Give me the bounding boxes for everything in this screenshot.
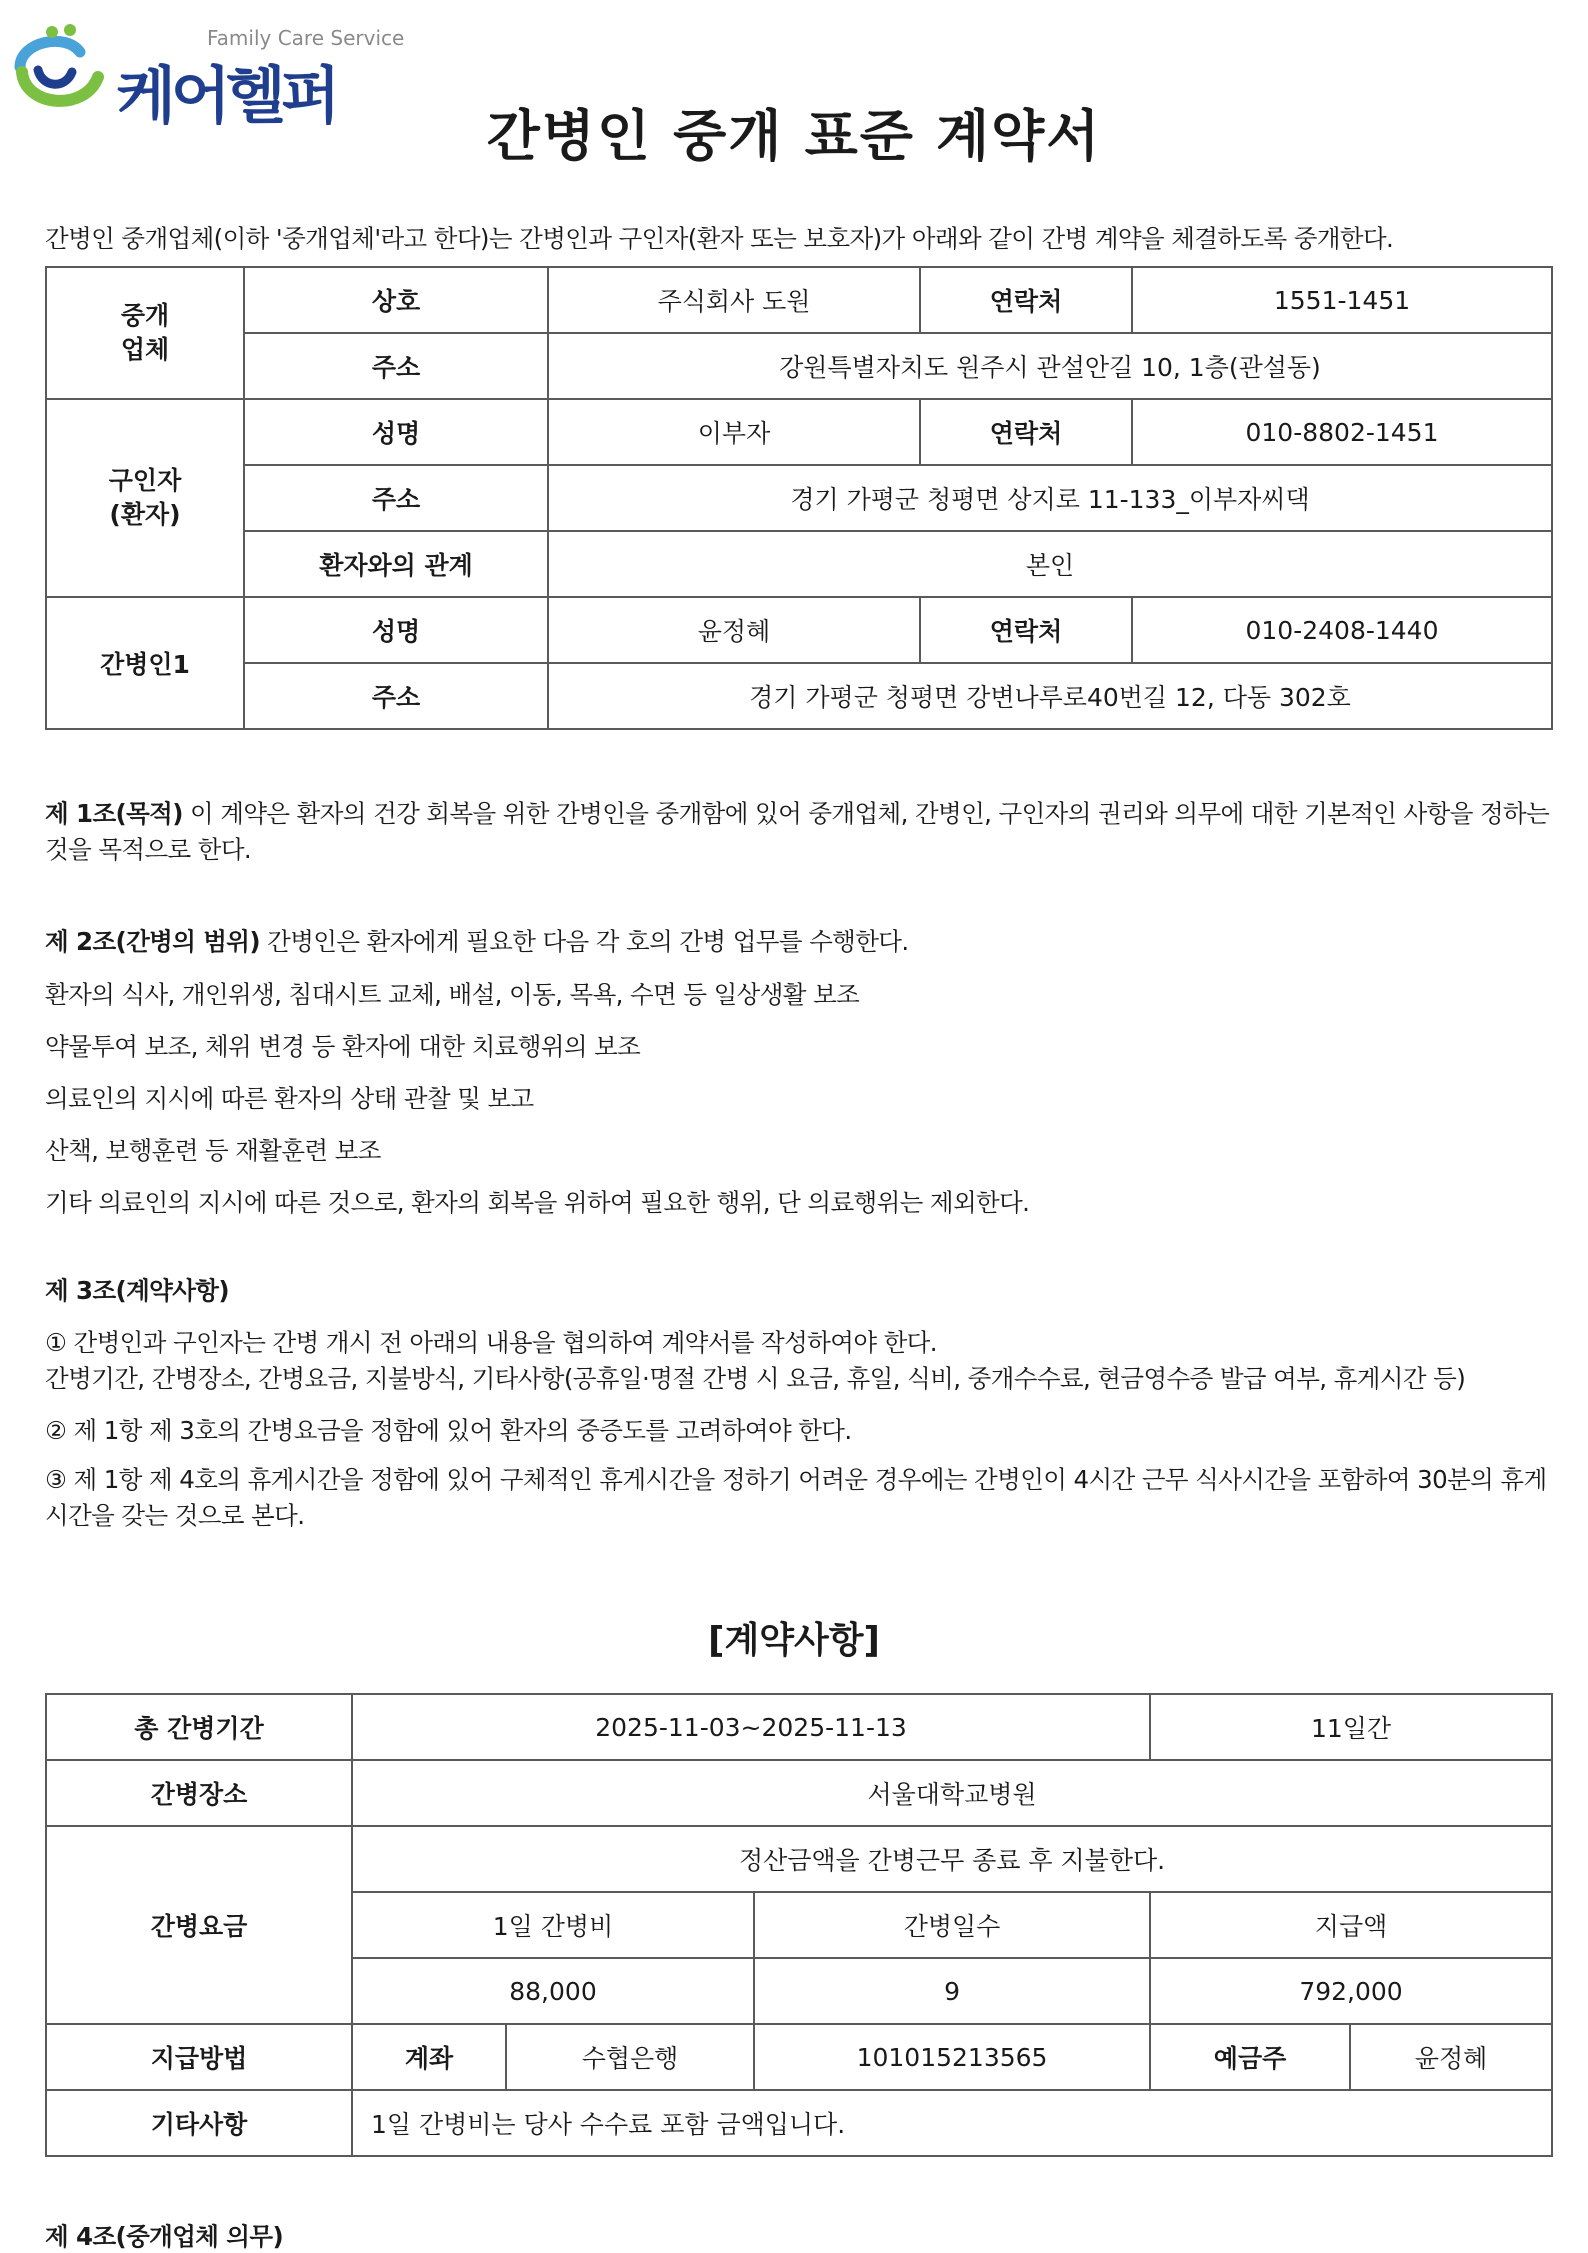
bank-name: 수협은행 (506, 2024, 754, 2090)
agency-name: 주식회사 도원 (548, 267, 920, 333)
list-item: 산책, 보행훈련 등 재활훈련 보조 (45, 1136, 381, 1165)
etc-label: 기타사항 (46, 2090, 352, 2156)
client-address: 경기 가평군 청평면 상지로 11-133_이부자씨댁 (548, 465, 1552, 531)
payment-label: 지급방법 (46, 2024, 352, 2090)
agency-address-label: 주소 (244, 333, 548, 399)
etc-value: 1일 간병비는 당사 수수료 포함 금액입니다. (352, 2090, 1552, 2156)
fee-header-daily: 1일 간병비 (352, 1892, 754, 1958)
table-row (46, 1760, 1552, 1826)
list-item: 약물투여 보조, 체위 변경 등 환자에 대한 치료행위의 보조 (45, 1032, 641, 1061)
agency-header: 중개 업체 (46, 267, 244, 399)
table-row (46, 597, 1552, 663)
fee-note: 정산금액을 간병근무 종료 후 지불한다. (352, 1826, 1552, 1892)
table-row (46, 399, 1552, 465)
caregiver-contact: 010-2408-1440 (1132, 597, 1552, 663)
account-number: 101015213565 (754, 2024, 1150, 2090)
client-name: 이부자 (548, 399, 920, 465)
holder-name: 윤정혜 (1350, 2024, 1552, 2090)
article-3-para-2: ② 제 1항 제 3호의 간병요금을 정함에 있어 환자의 중증도를 고려하여야 한다. (45, 1416, 852, 1445)
article-3-heading: 제 3조(계약사항) (45, 1276, 229, 1305)
caregiver-header: 간병인1 (46, 597, 244, 729)
client-relation-label: 환자와의 관계 (244, 531, 548, 597)
contract-table (45, 1693, 1553, 2157)
parties-table (45, 266, 1553, 730)
article-4-heading: 제 4조(중개업체 의무) (45, 2222, 284, 2251)
caregiver-contact-label: 연락처 (920, 597, 1132, 663)
fee-days: 9 (754, 1958, 1150, 2024)
period-days: 11일간 (1150, 1694, 1552, 1760)
table-row (46, 1826, 1552, 1892)
fee-header-days: 간병일수 (754, 1892, 1150, 1958)
fee-daily: 88,000 (352, 1958, 754, 2024)
place-value: 서울대학교병원 (352, 1760, 1552, 1826)
caregiver-name-label: 성명 (244, 597, 548, 663)
client-header: 구인자 (환자) (46, 399, 244, 597)
list-item: 기타 의료인의 지시에 따른 것으로, 환자의 회복을 위하여 필요한 행위, 단 의료행위는 제외한다. (45, 1188, 1030, 1217)
place-label: 간병장소 (46, 1760, 352, 1826)
client-address-label: 주소 (244, 465, 548, 531)
table-row (46, 2024, 1552, 2090)
logo-tagline: Family Care Service (207, 26, 405, 50)
client-name-label: 성명 (244, 399, 548, 465)
agency-name-label: 상호 (244, 267, 548, 333)
account-label: 계좌 (352, 2024, 506, 2090)
client-contact-label: 연락처 (920, 399, 1132, 465)
caregiver-address: 경기 가평군 청평면 강변나루로40번길 12, 다동 302호 (548, 663, 1552, 729)
document-title: 간병인 중개 표준 계약서 (486, 104, 1102, 168)
table-row (46, 1694, 1552, 1760)
article-3-para-1b: 간병기간, 간병장소, 간병요금, 지불방식, 기타사항(공휴일·명절 간병 시 요금, 휴일, 식비, 중개수수료, 현금영수증 발급 여부, 휴게시간 등) (45, 1364, 1466, 1393)
table-row (46, 267, 1552, 333)
period-value: 2025-11-03~2025-11-13 (352, 1694, 1150, 1760)
article-2-text: 간병인은 환자에게 필요한 다음 각 호의 간병 업무를 수행한다. (259, 927, 909, 956)
logo-name: 케어헬퍼 (116, 59, 336, 132)
table-row (46, 2090, 1552, 2156)
intro-text: 간병인 중개업체(이하 '중개업체'라고 한다)는 간병인과 구인자(환자 또는 보호자)가 아래와 같이 간병 계약을 체결하도록 중개한다. (45, 224, 1394, 253)
client-relation: 본인 (548, 531, 1552, 597)
agency-contact: 1551-1451 (1132, 267, 1552, 333)
fee-header-total: 지급액 (1150, 1892, 1552, 1958)
article-2-heading: 제 2조(간병의 범위) (45, 927, 260, 956)
article-1-text: 이 계약은 환자의 건강 회복을 위한 간병인을 중개함에 있어 중개업체, 간병인, 구인자의 권리와 의무에 대한 기본적인 사항을 정하는 것을 목적으로 한다. (45, 799, 1550, 864)
table-row (46, 531, 1552, 597)
article-1-heading: 제 1조(목적) (45, 799, 183, 828)
contract-subtitle: [계약사항] (707, 1620, 880, 1661)
table-row (46, 663, 1552, 729)
agency-contact-label: 연락처 (920, 267, 1132, 333)
fee-total: 792,000 (1150, 1958, 1552, 2024)
list-item: 환자의 식사, 개인위생, 침대시트 교체, 배설, 이동, 목욕, 수면 등 일상생활 보조 (45, 980, 860, 1009)
caregiver-address-label: 주소 (244, 663, 548, 729)
table-row (46, 465, 1552, 531)
list-item: 의료인의 지시에 따른 환자의 상태 관찰 및 보고 (45, 1084, 534, 1113)
holder-label: 예금주 (1150, 2024, 1350, 2090)
table-row (46, 333, 1552, 399)
client-contact: 010-8802-1451 (1132, 399, 1552, 465)
agency-address: 강원특별자치도 원주시 관설안길 10, 1층(관설동) (548, 333, 1552, 399)
fee-label: 간병요금 (46, 1826, 352, 2024)
article-2 (45, 924, 1555, 960)
article-3-para-3: ③ 제 1항 제 4호의 휴게시간을 정함에 있어 구체적인 휴게시간을 정하기 어려운 경우에는 간병인이 4시간 근무 식사시간을 포함하여 30분의 휴게시간을 갖는 것으로 본다. (45, 1465, 1547, 1530)
article-3-para-1: ① 간병인과 구인자는 간병 개시 전 아래의 내용을 협의하여 계약서를 작성하여야 한다. (45, 1328, 937, 1357)
period-label: 총 간병기간 (46, 1694, 352, 1760)
article-1 (45, 796, 1555, 868)
caregiver-name: 윤정혜 (548, 597, 920, 663)
